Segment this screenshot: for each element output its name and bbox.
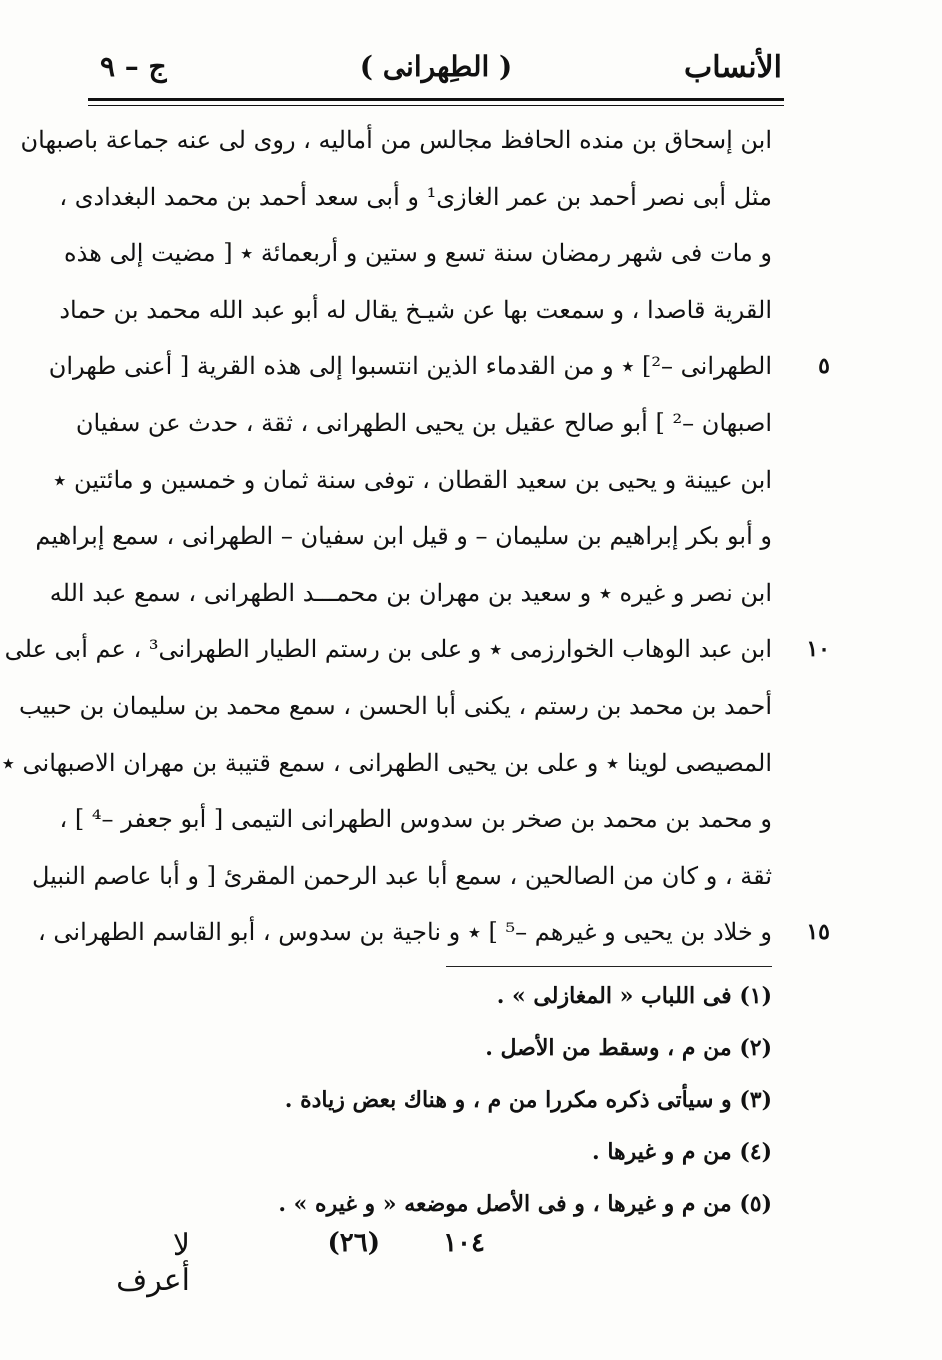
text-line: ابن عيينة و يحيى بن سعيد القطان ، توفى سنة ثمان و خمسين و مائتين ٭ (53, 465, 772, 494)
text-line: القرية قاصدا ، و سمعت بها عن شيـخ يقال له أبو عبد الله محمد بن حماد (59, 295, 772, 324)
page-header (90, 50, 782, 98)
header-rule-thick (88, 98, 784, 101)
signature-mark: (٢٦) (327, 1228, 380, 1258)
line-number: ٥ (818, 353, 830, 380)
footnote-rule (446, 966, 772, 967)
page-number: ١٠٤ (443, 1228, 485, 1258)
line-number: ١٠ (806, 636, 830, 663)
text-line: و أبو بكر إبراهيم بن سليمان – و قيل ابن سفيان – الطهرانى ، سمع إبراهيم (35, 522, 772, 551)
footnote: (٢) من م ، وسقط من الأصل . (485, 1035, 772, 1061)
book-title: الأنساب (684, 50, 782, 85)
footnote: (٥) من م و غيرها ، و فى الأصل موضعه « و غيره » . (278, 1191, 772, 1217)
footnotes (252, 974, 772, 1234)
text-line: مثل أبى نصر أحمد بن عمر الغازى¹ و أبى سعد أحمد بن محمد البغدادى ، (59, 182, 772, 211)
volume-label: ج – ٩ (100, 50, 167, 83)
main-text (1, 118, 830, 967)
header-rule-thin (88, 105, 784, 106)
handwritten-note: لا أعرف (116, 1228, 190, 1298)
text-line: و مات فى شهر رمضان سنة تسع و ستين و أربعمائة ٭ [ مضيت إلى هذه (64, 239, 772, 268)
text-line: ابن نصر و غيره ٭ و سعيد بن مهران بن محمـــد الطهرانى ، سمع عبد الله (49, 578, 772, 607)
footnote: (٣) و سيأتى ذكره مكررا من م ، و هناك بعض زيادة . (284, 1087, 772, 1113)
text-line: ١٠ ابن عبد الوهاب الخوارزمى ٭ و على بن رستم الطيار الطهرانى³ ، عم أبى على (100, 627, 772, 684)
text-line: ابن إسحاق بن منده الحافظ مجالس من أماليه ، روى لى عنه جماعة باصبهان (20, 126, 772, 154)
line-number: ١٥ (806, 919, 830, 946)
entry-title: ( الطِهرانی ) (359, 50, 513, 83)
footnote: (١) فى اللباب « المغازلى » . (496, 983, 772, 1009)
text-line: اصبهان –² ] أبو صالح عقيل بن يحيى الطهرانى ، ثقة ، حدث عن سفيان (75, 408, 772, 437)
text-line: المصيصى لوينا ٭ و على بن يحيى الطهرانى ، سمع قتيبة بن مهران الاصبهانى ٭ (1, 748, 772, 777)
text-line: ١٥ و خلاد بن يحيى و غيرهم –⁵ ] ٭ و ناجية بن سدوس ، أبو القاسم الطهرانى ، (100, 910, 772, 967)
text-line: أحمد بن محمد بن رستم ، يكنى أبا الحسن ، سمع محمد بن سليمان بن حبيب (19, 691, 772, 720)
page-footer (100, 1228, 700, 1298)
text-line: و محمد بن محمد بن صخر بن سدوس الطهرانى التيمى [ أبو جعفر –⁴ ] ، (59, 805, 772, 834)
footnote: (٤) من م و غيرها . (592, 1139, 772, 1165)
text-line: ٥ الطهرانى –²] ٭ و من القدماء الذين انتسبوا إلى هذه القرية [ أعنى طهران (100, 344, 772, 401)
text-line: ثقة ، و كان من الصالحين ، سمع أبا عبد الرحمن المقرئ [ و أبا عاصم النبيل (31, 861, 772, 890)
